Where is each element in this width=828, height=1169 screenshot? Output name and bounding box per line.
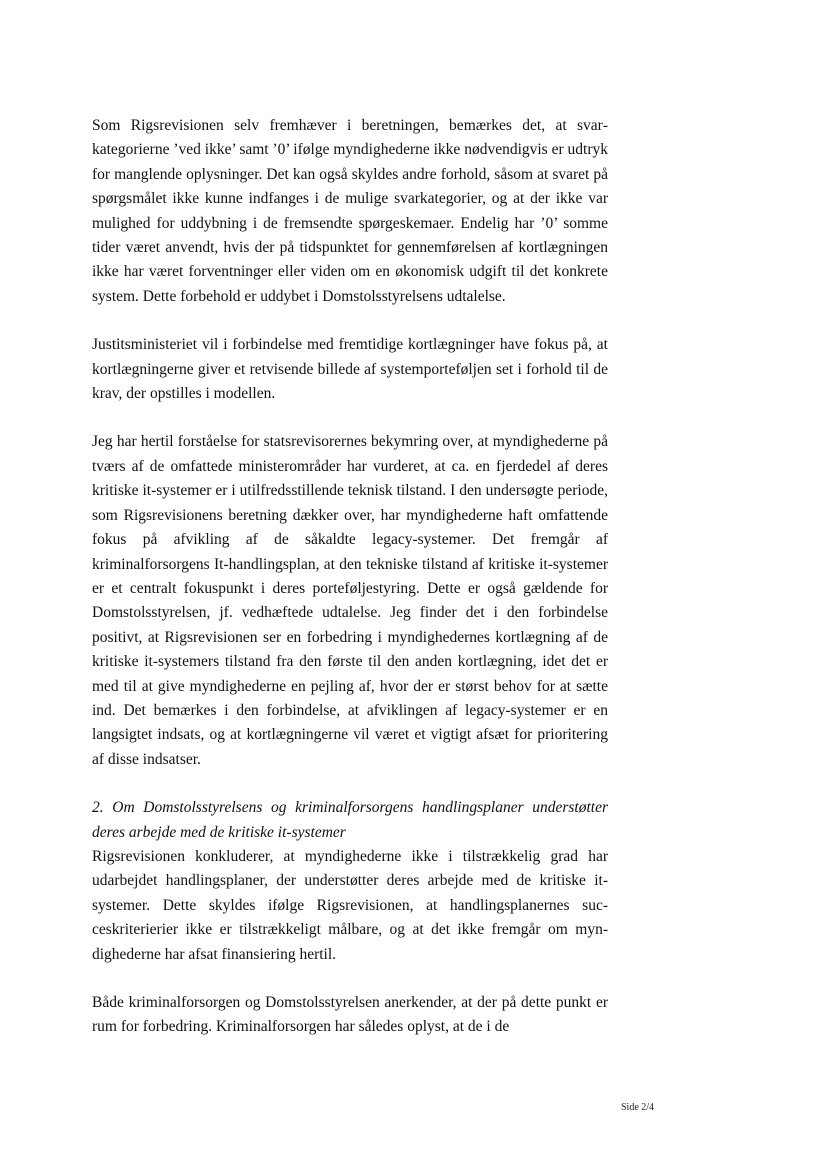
- section-heading-action-plans: 2. Om Domstolsstyrelsens og kriminalforsorgens handlingsplaner understøtter deres arbejde med de kritiske it-systemer: [92, 799, 608, 841]
- paragraph-action-plans-conclusion: Rigsrevisionen konkluderer, at myndighederne ikke i tilstrækkelig grad har udarbejdet handlingsplaner, der understøtter deres arbejde med de kritiske it-systemer. Dette skyldes ifølge Rigsrevisionen, at handlingsplanernes succeskriterierier ikke er tilstrækkeligt målbare, og at det ikke fremgår om myndighederne har afsat finansiering hertil.: [92, 847, 608, 963]
- paragraph-improvement: Både kriminalforsorgen og Domstolsstyrelsen anerkender, at der på dette punkt er rum for forbedring. Kriminalforsorgen har således oplyst, at de i de: [92, 994, 608, 1036]
- document-page: [92, 114, 608, 1040]
- paragraph-future-mappings: Justitsministeriet vil i forbindelse med fremtidige kortlægninger have fokus på, at kortlægningerne giver et retvisende billede af systemporteføljen set i forhold til de krav, der opstilles i modellen.: [92, 336, 608, 403]
- paragraph-technical-condition: Jeg har hertil forståelse for statsrevisorernes bekymring over, at myndighederne på tværs af de omfattede ministerområder har vurderet, at ca. en fjerdedel af deres kritiske it-systemer er i utilfredsstillende teknisk tilstand. I den undersøgte periode, som Rigsrevisionens beretning dækker over, har myndighederne haft omfattende fokus på afvikling af de såkaldte legacy-systemer. Det fremgår af kriminalforsorgens It-handlingsplan, at den tekniske tilstand af kritiske it-systemer er et centralt fokuspunkt i deres porteføljestyring. Dette er også gældende for Domstolsstyrelsen, jf. vedhæftede udtalelse. Jeg finder det i den forbindelse positivt, at Rigsrevisionen ser en forbedring i myndighedernes kortlægning af de kritiske it-systemers tilstand fra den første til den anden kortlægning, idet det er med til at give myndighederne en pejling af, hvor der er størst behov for at sætte ind. Det bemærkes i den forbindelse, at afviklingen af legacy-systemer er en langsigtet indsats, og at kortlægningerne vil været et vigtigt afsæt for prioritering af disse indsatser.: [92, 433, 608, 768]
- paragraph-survey-categories: Som Rigsrevisionen selv fremhæver i beretningen, bemærkes det, at svarkategorierne ’ved ikke’ samt ’0’ ifølge myndighederne ikke nødvendigvis er udtryk for manglende oplysninger. Det kan også skyldes andre forhold, såsom at svaret på spørgsmålet ikke kunne indfanges i de mulige svarkategorier, og at der ikke var mulighed for uddybning i de fremsendte spørgeskemaer. Endelig har ’0’ somme tider været anvendt, hvis der på tidspunktet for gennemførelsen af kortlægningen ikke har været forventninger eller viden om en økonomisk udgift til det konkrete system. Dette forbehold er uddybet i Domstolsstyrelsens udtalelse.: [92, 117, 608, 305]
- page-number: Side 2/4: [621, 1102, 655, 1113]
